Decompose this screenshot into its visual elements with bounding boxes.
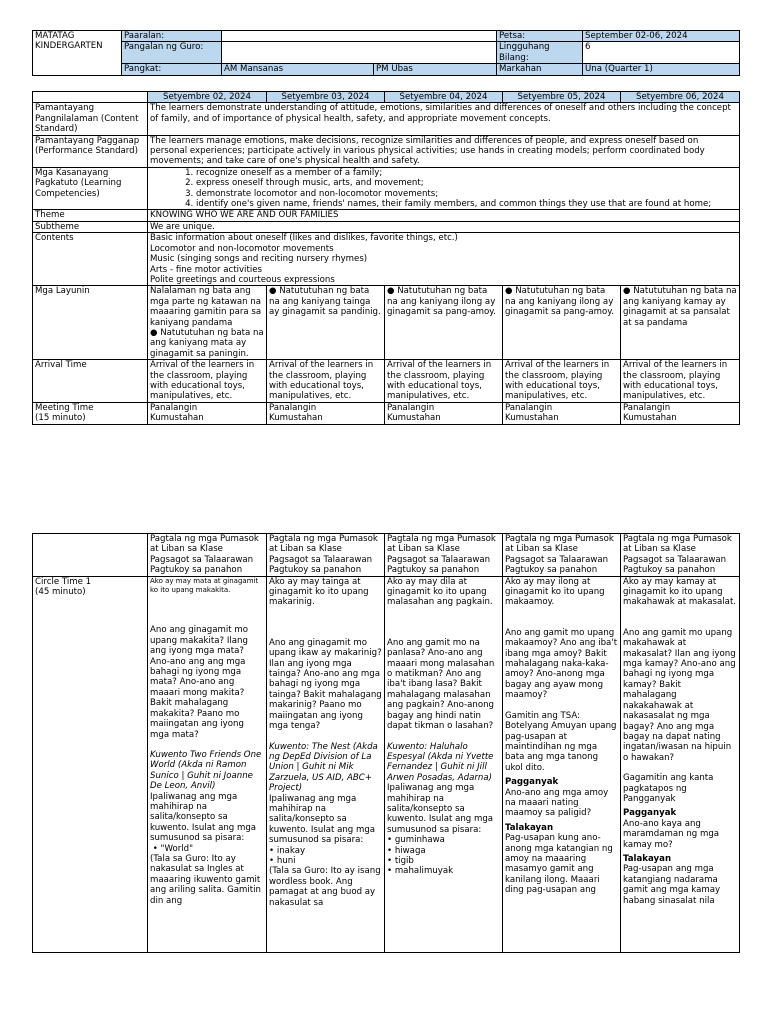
competencies-label: Mga Kasanayang Pagkatuto (Learning Competencies) (33, 167, 148, 210)
content-item: Polite greetings and courteous expressions (150, 274, 335, 285)
layunin-text: Natututuhan ng bata na ang kaniyang ilong ay ginagamit sa pang-amoy. (387, 286, 496, 318)
performance-standard-text: The learners manage emotions, make decisions, recognize similarities and differences of people, and express oneself based on personal experiences; participate actively in various physical activities; use hands in creating models; perform coordinated body movements; and take care of one's physical health and safety. (148, 135, 740, 167)
layunin-text: Natututuhan ng bata na ang kaniyang mata ay ginagamit sa paningin. (150, 327, 264, 359)
content-standard-label: Pamantayang Pangnilalaman (Content Standard) (33, 103, 148, 135)
arrival-tue: Arrival of the learners in the classroom, playing with educational toys, manipulatives, etc. (267, 360, 385, 403)
meeting-line: Pagsagot sa Talaarawan (387, 554, 491, 565)
pangkat-am: AM Mansanas (222, 64, 374, 75)
layunin-bullet (150, 328, 264, 359)
spacer (505, 701, 618, 711)
spacer (269, 608, 382, 638)
meeting-line: Pagtukoy sa panahon (505, 565, 598, 576)
markahan-label: Markahan (497, 64, 583, 75)
teacher-note: (Tala sa Guro: Ito ay isang wordless book. Ang pamagat at ang buod ay nakasulat sa (269, 866, 381, 908)
meeting-thu (503, 402, 621, 424)
meeting-label-2: (15 minuto) (35, 413, 86, 424)
spacer (150, 740, 264, 750)
pagganyak-text: Ano-ano kaya ang maramdaman ng mga kamay mo? (623, 818, 720, 850)
competencies-list (148, 167, 740, 210)
meeting-line: Pagtukoy sa panahon (150, 565, 243, 576)
linggo-label: Lingguhang Bilang: (497, 42, 583, 64)
circle-questions: Ano ang ginagamit mo upang ikaw ay makarinig? Ilan ang iyong mga tainga? Ano-ano ang mga bahagi ng iyong mga tainga? Bakit mahalagang makarinig? Paano mo maiingatan ang iyong mga tenga? (269, 637, 382, 732)
circle-body: Ipaliwanag ang mga mahihirap na salita/konsepto sa kuwento. Isulat ang mga sumusunod sa pisara: (269, 793, 376, 846)
meeting-fri (621, 402, 740, 424)
circle-intro: Ako ay may mata at ginagamit ko ito upang makakita. (150, 576, 259, 595)
layunin-text: Nalalaman ng bata ang mga parte ng katawan na maaaring gamitin para sa kaniyang pandama (150, 286, 262, 328)
vocab-item: tigib (394, 855, 414, 866)
talakayan-heading: Talakayan (505, 822, 554, 833)
spacer (505, 608, 618, 628)
contents-list (148, 233, 740, 286)
date-mon: Setyembre 02, 2024 (148, 92, 267, 103)
spacer (623, 608, 737, 628)
circle-questions: Ano ang gamit mo upang makahawak at makasalat? Ilan ang iyong mga kamay? Ano-ano ang bahagi ng iyong mga kamay? Bakit mahalagang nakakahawak at nakasasalat ng mga bagay? Ano ang mga bagay na dapat nating ingatan/iwasan na hipuin o hawakan? (623, 627, 736, 763)
meeting-line: Pagtala ng mga Pumasok at Liban sa Klase (505, 534, 614, 555)
arrival-mon: Arrival of the learners in the classroom, playing with educational toys, manipulatives, etc. (148, 360, 267, 403)
circle-label-2: (45 minuto) (35, 587, 86, 598)
circle-intro: Ako ay may dila at ginagamit ko ito upang malasahan ang pagkain. (387, 576, 493, 608)
meeting-line: Pagsagot sa Talaarawan (150, 554, 254, 565)
meeting-mon (148, 402, 267, 424)
pangkat-pm: PM Ubas (374, 64, 497, 75)
paaralan-value (222, 31, 497, 42)
layunin-wed (385, 286, 503, 360)
circle-fri (621, 576, 740, 952)
meeting-cont-thu (503, 534, 621, 577)
guro-value (222, 42, 497, 64)
header-table (32, 30, 740, 76)
meeting-line: Panalangin (623, 402, 671, 413)
meeting-line: Pagtala ng mga Pumasok at Liban sa Klase (623, 534, 732, 555)
meeting-line: Kumustahan (623, 413, 677, 424)
circle-label-1: Circle Time 1 (35, 576, 92, 587)
circle-mon: Ako ay may mata at ginagamit ko ito upang makakita. Ano ang ginagamit mo upang makakita? Ilang ang iyong mga mata? Ano-ano ang ang mga bahagi ng iyong mga mata? Ano-ano ang maaari mong makita? Bakit mahalagang makakita? Paano mo maiingatan ang iyong mga mata? Kuwento Two Friends One World (Akda ni Ramon Sunico | Guhit ni Joanne De Leon, Anvil) Ipaliwanag ang mga mahihirap na salita/konsepto sa kuwento. Isulat ang mga sumusunod sa pisara: • "World" (Tala sa Guro: Ito ay nakasulat sa Ingles at maaaring ikuwento gamit ang ariling salita. Gamitin din ang (148, 576, 267, 952)
spacer (269, 732, 382, 742)
meeting-line: Kumustahan (150, 413, 204, 424)
subtheme-value: We are unique. (148, 221, 740, 232)
school-line2: KINDERGARTEN (35, 41, 103, 52)
contents-label: Contents (33, 233, 148, 286)
date-tue: Setyembre 03, 2024 (267, 92, 385, 103)
pagganyak-text: Ano-ano ang mga amoy na maaari nating maamoy sa paligid? (505, 787, 609, 819)
circle-tue: Ako ay may tainga at ginagamit ko ito upang makarinig. Ano ang ginagamit mo upang ikaw ay makarinig? Ilan ang iyong mga tainga? Ano-ano ang mga bahagi ng iyong mga tainga? Bakit mahalagang makarinig? Paano mo maiingatan ang iyong mga tenga? Kuwento: The Nest (Akda ng DepEd Division of La Union | Guhit ni Mik Zarzuela, US AID, ABC+ Project) Ipaliwanag ang mga mahihirap na salita/konsepto sa kuwento. Isulat ang mga sumusunod sa pisara: • inakay • huni (Tala sa Guro: Ito ay isang wordless book. Ang pamagat at ang buod ay nakasulat sa (267, 576, 385, 952)
circle-intro: Ako ay may tainga at ginagamit ko ito upang makarinig. (269, 576, 369, 608)
vocab-item: mahalimuyak (394, 866, 454, 877)
arrival-wed: Arrival of the learners in the classroom, playing with educational toys, manipulatives, etc. (385, 360, 503, 403)
circle-questions: Ano ang ginagamit mo upang makakita? Ilang ang iyong mga mata? Ano-ano ang ang mga bahagi ng iyong mga mata? Ano-ano ang maaari mong makita? Bakit mahalagang makakita? Paano mo maiingatan ang iyong mga mata? (150, 625, 248, 740)
competency-item: 1. recognize oneself as a member of a family; (196, 168, 737, 178)
layunin-mon (148, 286, 267, 360)
vocab-item: hiwaga (394, 845, 426, 856)
arrival-label: Arrival Time (33, 360, 148, 403)
date-thu: Setyembre 05, 2024 (503, 92, 621, 103)
school-name (33, 31, 122, 76)
layunin-text: Natututuhan ng bata na ang kaniyang tainga ay ginagamit sa pandinig. (269, 286, 381, 318)
talakayan-text: Pag-usapan kung ano-anong mga katangian ng amoy na maaaring masamyo gamit ang kanilang ilong. Maaari ding pag-usapan ang (505, 833, 613, 896)
arrival-thu: Arrival of the learners in the classroom, playing with educational toys, manipulatives, etc. (503, 360, 621, 403)
meeting-line: Kumustahan (387, 413, 441, 424)
linggo-value: 6 (583, 42, 740, 64)
circle-song: Gagamitin ang kanta pagkatapos ng Pangganyak (623, 773, 714, 804)
circle-label (33, 576, 148, 952)
content-item: Music (singing songs and reciting nursery rhymes) (150, 254, 368, 265)
petsa-label: Petsa: (497, 31, 583, 42)
meeting-line: Pagsagot sa Talaarawan (269, 554, 373, 565)
theme-value: KNOWING WHO WE ARE AND OUR FAMILIES (148, 210, 740, 221)
competency-item: 3. demonstrate locomotor and non-locomotor movements; (196, 189, 737, 199)
meeting-line: Pagtukoy sa panahon (387, 565, 480, 576)
spacer (387, 732, 500, 742)
layunin-text: Natututuhan ng bata na ang kaniyang ilong ay ginagamit sa pang-amoy. (505, 286, 614, 318)
circle-thu (503, 576, 621, 952)
meeting-line: Pagtala ng mga Pumasok at Liban sa Klase (387, 534, 496, 555)
story-title: Kuwento: Haluhalo Espesyal (Akda ni Yvette Fernandez | Guhit ni Jill Arwen Posadas, Adarna) (387, 741, 494, 783)
layunin-bullet (505, 286, 618, 317)
subtheme-label: Subtheme (33, 221, 148, 232)
date-wed: Setyembre 04, 2024 (385, 92, 503, 103)
meeting-line: Pagtala ng mga Pumasok at Liban sa Klase (269, 534, 378, 555)
pagganyak-heading: Pagganyak (623, 808, 677, 819)
story-title: Kuwento Two Friends One World (Akda ni Ramon Sunico | Guhit ni Joanne De Leon, Anvil) (150, 749, 262, 792)
spacer (150, 595, 264, 625)
arrival-fri: Arrival of the learners in the classroom, playing with educational toys, manipulatives, etc. (621, 360, 740, 403)
date-fri: Setyembre 06, 2024 (621, 92, 740, 103)
teacher-note: (Tala sa Guro: Ito ay nakasulat sa Ingles at maaaring ikuwento gamit ang ariling salita. Gamitin din ang (150, 853, 262, 906)
meeting-line: Pagsagot sa Talaarawan (623, 554, 727, 565)
meeting-line: Panalangin (150, 402, 198, 413)
content-item: Basic information about oneself (likes and dislikes, favorite things, etc.) (150, 233, 458, 244)
vocab-item: guminhawa (394, 835, 445, 846)
story-title: Kuwento: The Nest (Akda ng DepEd Division of La Union | Guhit ni Mik Zarzuela, US AID, ABC+ Project) (269, 741, 378, 794)
layunin-thu (503, 286, 621, 360)
meeting-cont-mon (148, 534, 267, 577)
weekly-plan-table-continued (32, 533, 740, 953)
petsa-value: September 02-06, 2024 (583, 31, 740, 42)
meeting-cont-wed (385, 534, 503, 577)
meeting-line: Pagsagot sa Talaarawan (505, 554, 609, 565)
school-line1: MATATAG (35, 31, 75, 41)
performance-standard-label: Pamantayang Pagganap (Performance Standard) (33, 135, 148, 167)
meeting-line: Pagtukoy sa panahon (269, 565, 362, 576)
paaralan-label: Paaralan: (122, 31, 222, 42)
meeting-cont-label (33, 534, 148, 577)
meeting-tue (267, 402, 385, 424)
meeting-cont-fri (621, 534, 740, 577)
layunin-fri (621, 286, 740, 360)
pagganyak-heading: Pagganyak (505, 777, 559, 788)
vocab-item: huni (276, 855, 296, 866)
competency-item: 2. express oneself through music, arts, and movement; (196, 178, 737, 188)
corner-cell (33, 92, 148, 103)
content-item: Arts - fine motor activities (150, 264, 262, 275)
pangkat-label: Pangkat: (122, 64, 222, 75)
layunin-label: Mga Layunin (33, 286, 148, 360)
meeting-line: Pagtukoy sa panahon (623, 565, 716, 576)
vocab-item: "World" (160, 843, 194, 854)
circle-questions: Ano ang gamit mo na panlasa? Ano-ano ang maaari mong malasahan o matikman? Ano ang iba't ibang lasa? Bakit mahalagang malasahan ang pagkain? Ano-anong bagay ang hindi natin dapat tikman o lasahan? (387, 637, 495, 732)
meeting-label-1: Meeting Time (35, 402, 94, 413)
spacer (623, 763, 737, 773)
theme-label: Theme (33, 210, 148, 221)
circle-body: Ipaliwanag ang mga mahihirap na salita/konsepto sa kuwento. Isulat ang mga sumusunod sa pisara: (387, 783, 494, 835)
layunin-bullet (623, 286, 737, 328)
talakayan-text: Pag-usapan ang mga katangiang nadarama gamit ang mga kamay habang sinasalat nila (623, 864, 721, 906)
content-standard-text: The learners demonstrate understanding of attitude, emotions, similarities and differences of oneself and others including the concept of family, and of importance of physical health, safety, and appropriate movement concepts. (148, 103, 740, 135)
spacer (387, 608, 500, 638)
meeting-line: Pagtala ng mga Pumasok at Liban sa Klase (150, 534, 259, 555)
meeting-line: Kumustahan (269, 413, 323, 424)
layunin-bullet (269, 286, 382, 317)
circle-intro: Ako ay may kamay at ginagamit ko ito upang makahawak at makasalat. (623, 576, 737, 608)
meeting-line: Kumustahan (505, 413, 559, 424)
circle-wed: Ako ay may dila at ginagamit ko ito upang malasahan ang pagkain. Ano ang gamit mo na panlasa? Ano-ano ang maaari mong malasahan o matikman? Ano ang iba't ibang lasa? Bakit mahalagang malasahan ang pagkain? Ano-anong bagay ang hindi natin dapat tikman o lasahan? Kuwento: Haluhalo Espesyal (Akda ni Yvette Fernandez | Guhit ni Jill Arwen Posadas, Adarna) Ipaliwanag ang mga mahihirap na salita/konsepto sa kuwento. Isulat ang mga sumusunod sa pisara: • guminhawa • hiwaga • tigib • mahalimuyak (385, 576, 503, 952)
vocab-item: inakay (276, 845, 306, 856)
circle-body: Ipaliwanag ang mga mahihirap na salita/konsepto sa kuwento. Isulat ang mga sumusunod sa pisara: (150, 791, 257, 844)
circle-questions: Ano ang gamit mo upang makaamoy? Ano ang iba't ibang mga amoy? Bakit mahalagang naka-kaka-amoy? Ano-anong mga bagay ang ayaw mong maamoy? (505, 627, 618, 701)
circle-tsa: Gamitin ang TSA: Botelyang Amuyan upang pag-usapan at maintindihan ng mga bata ang mga tanong ukol dito. (505, 710, 617, 773)
guro-label: Pangalan ng Guro: (122, 42, 222, 64)
markahan-value: Una (Quarter 1) (583, 64, 740, 75)
layunin-tue (267, 286, 385, 360)
layunin-bullet (387, 286, 500, 317)
talakayan-heading: Talakayan (623, 853, 672, 864)
layunin-text: Natututuhan ng bata na ang kaniyang kamay ay ginagamit at sa pansalat at sa pandama (623, 286, 737, 328)
content-item: Locomotor and non-locomotor movements (150, 243, 334, 254)
circle-intro: Ako ay may ilong at ginagamit ko ito upang makaamoy. (505, 576, 605, 608)
meeting-line: Panalangin (505, 402, 553, 413)
competency-item: 4. identify one's given name, friends' names, their family members, and common things they use that are found at home; (196, 199, 737, 209)
meeting-label (33, 402, 148, 424)
meeting-cont-tue (267, 534, 385, 577)
meeting-wed (385, 402, 503, 424)
meeting-line: Panalangin (387, 402, 435, 413)
meeting-line: Panalangin (269, 402, 317, 413)
weekly-plan-table (32, 91, 740, 425)
